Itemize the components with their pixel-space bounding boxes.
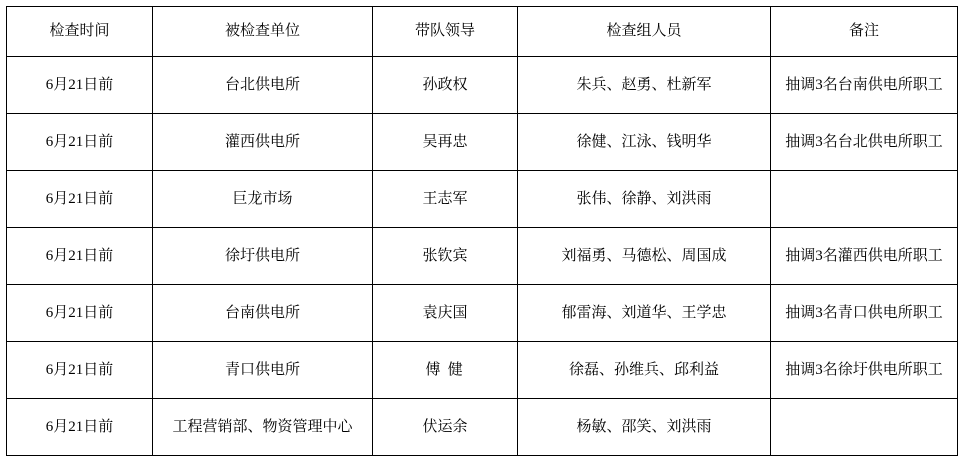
cell-unit: 巨龙市场 bbox=[153, 171, 373, 228]
cell-leader: 张钦宾 bbox=[373, 228, 518, 285]
cell-note: 抽调3名灌西供电所职工 bbox=[771, 228, 958, 285]
cell-unit: 徐圩供电所 bbox=[153, 228, 373, 285]
table-row bbox=[7, 285, 958, 342]
column-header-team: 检查组人员 bbox=[518, 7, 771, 57]
table-row bbox=[7, 57, 958, 114]
table-row bbox=[7, 399, 958, 456]
cell-note: 抽调3名徐圩供电所职工 bbox=[771, 342, 958, 399]
cell-unit: 台南供电所 bbox=[153, 285, 373, 342]
table-row bbox=[7, 342, 958, 399]
inspection-schedule-table bbox=[6, 6, 958, 456]
cell-time: 6月21日前 bbox=[7, 114, 153, 171]
cell-note: 抽调3名台北供电所职工 bbox=[771, 114, 958, 171]
cell-note bbox=[771, 399, 958, 456]
cell-team: 刘福勇、马德松、周国成 bbox=[518, 228, 771, 285]
cell-note: 抽调3名台南供电所职工 bbox=[771, 57, 958, 114]
cell-unit: 台北供电所 bbox=[153, 57, 373, 114]
table-row bbox=[7, 171, 958, 228]
cell-time: 6月21日前 bbox=[7, 228, 153, 285]
cell-time: 6月21日前 bbox=[7, 399, 153, 456]
cell-unit: 青口供电所 bbox=[153, 342, 373, 399]
cell-leader: 王志军 bbox=[373, 171, 518, 228]
table-header-row bbox=[7, 7, 958, 57]
table-row bbox=[7, 228, 958, 285]
column-header-note: 备注 bbox=[771, 7, 958, 57]
cell-team: 郁雷海、刘道华、王学忠 bbox=[518, 285, 771, 342]
cell-team: 张伟、徐静、刘洪雨 bbox=[518, 171, 771, 228]
cell-note bbox=[771, 171, 958, 228]
cell-note: 抽调3名青口供电所职工 bbox=[771, 285, 958, 342]
column-header-unit: 被检查单位 bbox=[153, 7, 373, 57]
cell-unit: 灌西供电所 bbox=[153, 114, 373, 171]
table-row bbox=[7, 114, 958, 171]
cell-team: 徐磊、孙维兵、邱利益 bbox=[518, 342, 771, 399]
cell-leader: 袁庆国 bbox=[373, 285, 518, 342]
cell-leader: 吴再忠 bbox=[373, 114, 518, 171]
cell-leader: 伏运余 bbox=[373, 399, 518, 456]
cell-time: 6月21日前 bbox=[7, 342, 153, 399]
cell-leader: 孙政权 bbox=[373, 57, 518, 114]
cell-team: 杨敏、邵笑、刘洪雨 bbox=[518, 399, 771, 456]
cell-time: 6月21日前 bbox=[7, 57, 153, 114]
cell-time: 6月21日前 bbox=[7, 171, 153, 228]
cell-team: 朱兵、赵勇、杜新军 bbox=[518, 57, 771, 114]
cell-team: 徐健、江泳、钱明华 bbox=[518, 114, 771, 171]
cell-unit: 工程营销部、物资管理中心 bbox=[153, 399, 373, 456]
column-header-time: 检查时间 bbox=[7, 7, 153, 57]
cell-leader: 傅 健 bbox=[373, 342, 518, 399]
cell-time: 6月21日前 bbox=[7, 285, 153, 342]
column-header-leader: 带队领导 bbox=[373, 7, 518, 57]
